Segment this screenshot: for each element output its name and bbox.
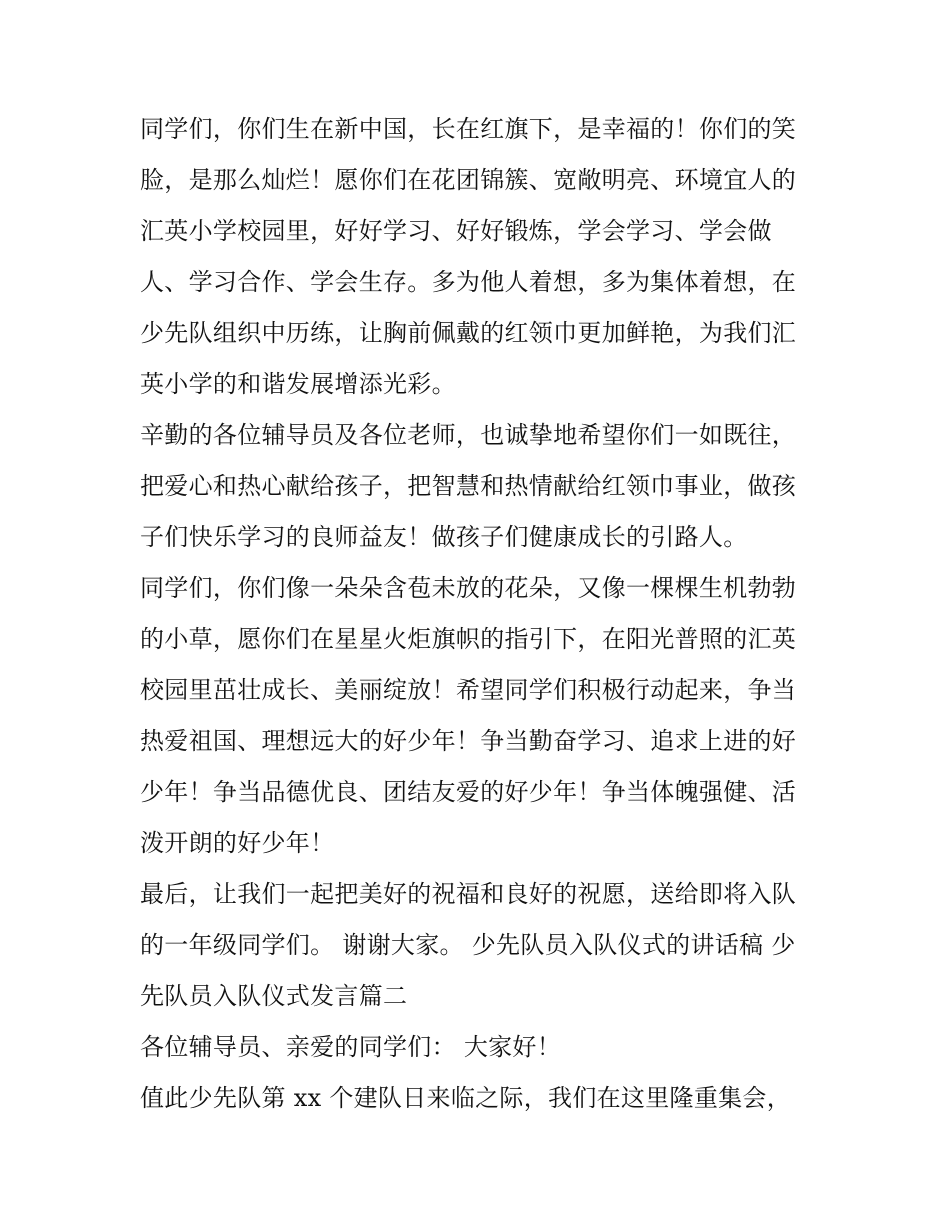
text-line: 校园里茁壮成长、美丽绽放！希望同学们积极行动起来，争当 bbox=[140, 676, 797, 704]
text-line: 的一年级同学们。 谢谢大家。 少先队员入队仪式的讲话稿 少 bbox=[140, 931, 796, 959]
text-line: 脸，是那么灿烂！愿你们在花团锦簇、宽敞明亮、环境宜人的 bbox=[140, 166, 797, 194]
text-line: 泼开朗的好少年！ bbox=[140, 829, 335, 857]
text-line: 的小草，愿你们在星星火炬旗帜的指引下，在阳光普照的汇英 bbox=[140, 625, 797, 653]
text-line: 最后，让我们一起把美好的祝福和良好的祝愿，送给即将入队 bbox=[140, 880, 797, 908]
text-line: 热爱祖国、理想远大的好少年！争当勤奋学习、追求上进的好 bbox=[140, 727, 797, 755]
text-line: 值此少先队第 xx 个建队日来临之际，我们在这里隆重集会， bbox=[140, 1084, 792, 1112]
text-line: 各位辅导员、亲爱的同学们： 大家好！ bbox=[140, 1033, 562, 1061]
text-line: 少年！争当品德优良、团结友爱的好少年！争当体魄强健、活 bbox=[140, 778, 797, 806]
text-line: 子们快乐学习的良师益友！做孩子们健康成长的引路人。 bbox=[140, 523, 748, 551]
text-line: 人、学习合作、学会生存。多为他人着想，多为集体着想，在 bbox=[140, 268, 797, 296]
text-line: 汇英小学校园里，好好学习、好好锻炼，学会学习、学会做 bbox=[140, 217, 772, 245]
text-line: 同学们，你们像一朵朵含苞未放的花朵，又像一棵棵生机勃勃 bbox=[140, 574, 797, 602]
text-line: 先队员入队仪式发言篇二 bbox=[140, 982, 408, 1010]
text-line: 英小学的和谐发展增添光彩。 bbox=[140, 370, 456, 398]
text-line: 少先队组织中历练，让胸前佩戴的红领巾更加鲜艳，为我们汇 bbox=[140, 319, 797, 347]
text-line: 把爱心和热心献给孩子，把智慧和热情献给红领巾事业，做孩 bbox=[140, 472, 797, 500]
text-line: 辛勤的各位辅导员及各位老师，也诚挚地希望你们一如既往， bbox=[140, 421, 797, 449]
text-line: 同学们，你们生在新中国，长在红旗下，是幸福的！你们的笑 bbox=[140, 115, 797, 143]
document-body bbox=[140, 104, 812, 1124]
